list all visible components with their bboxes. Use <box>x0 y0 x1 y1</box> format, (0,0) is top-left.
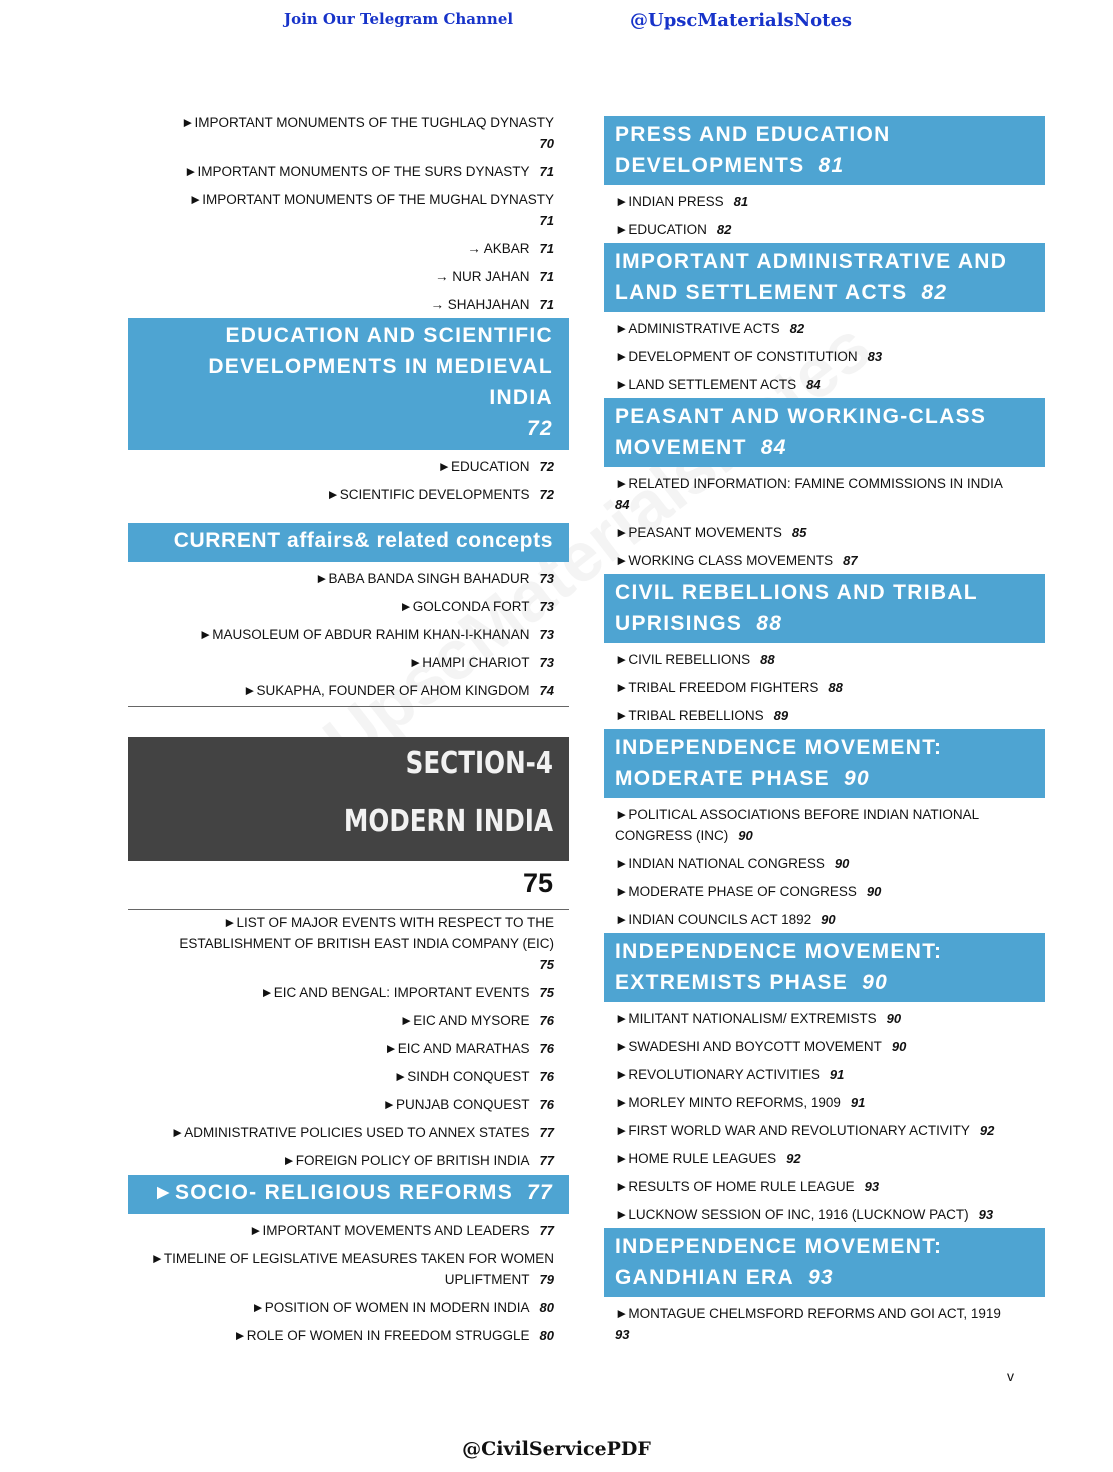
toc-right-column <box>604 115 1045 1352</box>
section-page: 75 <box>522 868 553 898</box>
toc-entry-text: ►FIRST WORLD WAR AND REVOLUTIONARY ACTIVITY <box>615 1123 970 1138</box>
toc-entry[interactable] <box>604 219 1045 240</box>
toc-entry-text: ►ADMINISTRATIVE POLICIES USED TO ANNEX STATES <box>170 1125 530 1140</box>
toc-entry[interactable] <box>128 1010 569 1031</box>
toc-entry[interactable] <box>604 909 1045 930</box>
toc-entry[interactable] <box>604 881 1045 902</box>
toc-entry-text: ►ROLE OF WOMEN IN FREEDOM STRUGGLE <box>233 1328 530 1343</box>
toc-entry-text: ►RELATED INFORMATION: FAMINE COMMISSIONS IN INDIA <box>615 476 1003 491</box>
toc-subentry[interactable] <box>128 238 569 259</box>
toc-entry-text: ►INDIAN COUNCILS ACT 1892 <box>615 912 812 927</box>
toc-entry-text: ►INDIAN PRESS <box>615 194 724 209</box>
toc-entry-text: ►MAUSOLEUM OF ABDUR RAHIM KHAN-I-KHANAN <box>198 627 530 642</box>
toc-entry-text: ►IMPORTANT MONUMENTS OF THE TUGHLAQ DYNASTY <box>181 115 554 130</box>
chapter-heading-title: PEASANT AND WORKING-CLASS MOVEMENT <box>615 405 987 459</box>
toc-entry[interactable] <box>604 191 1045 212</box>
chapter-heading-page: 77 <box>527 1181 553 1204</box>
chapter-heading-title: CIVIL REBELLIONS AND TRIBAL UPRISINGS <box>615 581 978 635</box>
chapter-heading-title: ►SOCIO- RELIGIOUS REFORMS <box>152 1181 514 1204</box>
toc-entry-page: 76 <box>539 1041 554 1056</box>
toc-entry-page: 93 <box>615 1327 630 1342</box>
chapter-heading-page: 90 <box>844 767 870 790</box>
chapter-heading-title: PRESS AND EDUCATION DEVELOPMENTS <box>615 123 891 177</box>
chapter-heading-socio-religious[interactable] <box>128 1175 569 1214</box>
toc-entry-text: ►TRIBAL REBELLIONS <box>615 708 764 723</box>
toc-entry-page: 77 <box>539 1223 554 1238</box>
chapter-heading-education-scientific[interactable] <box>128 318 569 450</box>
toc-entry-text: ►FOREIGN POLICY OF BRITISH INDIA <box>282 1153 530 1168</box>
toc-entry-page: 82 <box>789 321 805 336</box>
toc-entry-text: ►DEVELOPMENT OF CONSTITUTION <box>615 349 858 364</box>
toc-entry-page: 88 <box>760 652 775 667</box>
divider <box>128 909 569 910</box>
toc-entry[interactable] <box>128 1150 569 1171</box>
chapter-heading-title: INDEPENDENCE MOVEMENT: GANDHIAN ERA <box>615 1235 943 1289</box>
toc-entry[interactable] <box>128 112 569 154</box>
page-number: v <box>1007 1368 1014 1384</box>
toc-entry-page: 93 <box>978 1207 994 1222</box>
toc-entry-page: 90 <box>821 912 836 927</box>
toc-entry[interactable] <box>604 677 1045 698</box>
toc-entry[interactable] <box>128 624 569 645</box>
toc-entry-page: 87 <box>843 553 858 568</box>
toc-entry-text: ►MORLEY MINTO REFORMS, 1909 <box>615 1095 841 1110</box>
toc-entry[interactable] <box>128 1094 569 1115</box>
toc-entry-page: 82 <box>716 222 732 237</box>
toc-entry[interactable] <box>128 1122 569 1143</box>
toc-entry[interactable] <box>604 1092 1045 1113</box>
toc-entry-page: 90 <box>834 856 850 871</box>
toc-entry-text: ►SUKAPHA, FOUNDER OF AHOM KINGDOM <box>243 683 530 698</box>
toc-entry-text: ►LIST OF MAJOR EVENTS WITH RESPECT TO THE ESTABLISHMENT OF BRITISH EAST INDIA COMPANY (EIC) <box>179 915 554 951</box>
toc-entry[interactable] <box>604 1176 1045 1197</box>
channel-handle-header[interactable]: @UpscMaterialsNotes <box>630 10 853 31</box>
toc-entry[interactable] <box>604 649 1045 670</box>
toc-entry-page: 91 <box>850 1095 866 1110</box>
toc-entry-page: 76 <box>539 1097 554 1112</box>
chapter-heading-page: 90 <box>862 971 889 994</box>
toc-entry-text: ►EDUCATION <box>615 222 707 237</box>
section-number-label: SECTION-4 <box>405 746 553 781</box>
toc-entry[interactable] <box>604 853 1045 874</box>
toc-entry-page: 71 <box>539 213 554 228</box>
toc-entry-page: 75 <box>539 985 554 1000</box>
toc-entry-text: ►LUCKNOW SESSION OF INC, 1916 (LUCKNOW PACT) <box>615 1207 969 1222</box>
toc-entry-page: 80 <box>539 1300 554 1315</box>
footer-handle[interactable]: @CivilServicePDF <box>462 1438 651 1460</box>
toc-entry-text: ►REVOLUTIONARY ACTIVITIES <box>615 1067 820 1082</box>
toc-entry-page: 90 <box>738 828 753 843</box>
toc-entry[interactable] <box>128 161 569 182</box>
toc-entry-text: ►MONTAGUE CHELMSFORD REFORMS AND GOI ACT, 1919 <box>615 1306 1001 1321</box>
toc-entry-text: ►INDIAN NATIONAL CONGRESS <box>615 856 825 871</box>
toc-entry-text: ►POLITICAL ASSOCIATIONS BEFORE INDIAN NATIONAL CONGRESS (INC) <box>615 807 979 843</box>
toc-entry-text: ►HOME RULE LEAGUES <box>615 1151 777 1166</box>
toc-entry[interactable] <box>128 912 569 975</box>
toc-entry-page: 71 <box>539 164 554 179</box>
toc-entry-page: 81 <box>733 194 749 209</box>
chapter-heading-title: INDEPENDENCE MOVEMENT: EXTREMISTS PHASE <box>615 940 943 994</box>
chapter-heading-page: 88 <box>756 612 783 635</box>
toc-left-column <box>128 112 569 1353</box>
toc-entry[interactable] <box>604 346 1045 367</box>
chapter-heading-title: EDUCATION AND SCIENTIFIC DEVELOPMENTS IN MEDIEVAL INDIA <box>208 324 553 409</box>
toc-entry-page: 88 <box>828 680 843 695</box>
toc-entry[interactable] <box>128 189 569 231</box>
toc-entry-text: ►LAND SETTLEMENT ACTS <box>615 377 797 392</box>
toc-entry[interactable] <box>128 1066 569 1087</box>
toc-subentry[interactable] <box>128 294 569 315</box>
toc-entry-page: 89 <box>773 708 789 723</box>
toc-entry-page: 74 <box>539 683 554 698</box>
toc-entry-text: ►EIC AND MYSORE <box>399 1013 530 1028</box>
toc-entry[interactable] <box>604 522 1045 543</box>
chapter-heading-administrative-acts[interactable] <box>604 243 1045 312</box>
toc-entry[interactable] <box>604 1303 1045 1345</box>
toc-entry-text: ►RESULTS OF HOME RULE LEAGUE <box>615 1179 855 1194</box>
chapter-heading-page: 72 <box>527 417 553 440</box>
toc-entry[interactable] <box>604 1008 1045 1029</box>
toc-entry-text: ►SCIENTIFIC DEVELOPMENTS <box>326 487 530 502</box>
toc-entry-text: ►IMPORTANT MONUMENTS OF THE MUGHAL DYNASTY <box>188 192 554 207</box>
toc-entry-page: 71 <box>539 269 554 284</box>
telegram-channel-header[interactable]: Join Our Telegram Channel <box>284 10 514 28</box>
toc-entry[interactable] <box>128 1248 569 1290</box>
toc-entry-text: ►GOLCONDA FORT <box>399 599 530 614</box>
toc-entry-page: 83 <box>867 349 883 364</box>
toc-entry[interactable] <box>128 1220 569 1241</box>
toc-entry-page: 90 <box>886 1011 902 1026</box>
toc-entry[interactable] <box>128 596 569 617</box>
toc-entry-page: 93 <box>864 1179 880 1194</box>
toc-entry[interactable] <box>604 318 1045 339</box>
toc-entry-page: 73 <box>539 571 554 586</box>
toc-entry-text: ►HAMPI CHARIOT <box>408 655 530 670</box>
chapter-heading-extremists-phase[interactable] <box>604 933 1045 1002</box>
toc-entry-page: 76 <box>539 1013 554 1028</box>
toc-entry[interactable] <box>604 1148 1045 1169</box>
chapter-heading-moderate-phase[interactable] <box>604 729 1045 798</box>
chapter-heading-page: 81 <box>818 154 845 177</box>
toc-entry-text: → NUR JAHAN <box>435 269 530 284</box>
toc-entry[interactable] <box>128 652 569 673</box>
toc-entry[interactable] <box>604 550 1045 571</box>
toc-entry-page: 90 <box>891 1039 907 1054</box>
toc-entry-page: 73 <box>539 627 554 642</box>
toc-entry-page: 72 <box>539 459 554 474</box>
toc-entry[interactable] <box>128 982 569 1003</box>
toc-entry[interactable] <box>128 1297 569 1318</box>
chapter-heading-title: CURRENT affairs& related concepts <box>173 529 553 552</box>
toc-entry-text: → SHAHJAHAN <box>430 297 530 312</box>
toc-entry-text: ►BABA BANDA SINGH BAHADUR <box>315 571 530 586</box>
section-banner[interactable] <box>128 737 569 861</box>
toc-entry-text: ►EDUCATION <box>437 459 530 474</box>
toc-entry-text: ►EIC AND BENGAL: IMPORTANT EVENTS <box>260 985 530 1000</box>
toc-entry-text: → AKBAR <box>467 241 530 256</box>
chapter-heading-title: IMPORTANT ADMINISTRATIVE AND LAND SETTLEMENT ACTS <box>615 250 1008 304</box>
toc-entry-page: 77 <box>539 1153 554 1168</box>
toc-entry[interactable] <box>128 1038 569 1059</box>
toc-entry-page: 92 <box>979 1123 995 1138</box>
toc-entry[interactable] <box>128 484 569 505</box>
toc-entry[interactable] <box>128 568 569 589</box>
chapter-heading-title: INDEPENDENCE MOVEMENT: MODERATE PHASE <box>615 736 943 790</box>
toc-entry[interactable] <box>128 680 569 701</box>
toc-entry-page: 90 <box>866 884 882 899</box>
toc-entry-text: ►TIMELINE OF LEGISLATIVE MEASURES TAKEN FOR WOMEN UPLIFTMENT <box>150 1251 554 1287</box>
toc-entry-text: ►PEASANT MOVEMENTS <box>615 525 782 540</box>
toc-entry-text: ►TRIBAL FREEDOM FIGHTERS <box>615 680 819 695</box>
toc-entry-page: 77 <box>539 1125 554 1140</box>
toc-entry-text: ►IMPORTANT MONUMENTS OF THE SURS DYNASTY <box>184 164 530 179</box>
toc-entry[interactable] <box>604 1120 1045 1141</box>
toc-entry-page: 70 <box>539 136 554 151</box>
toc-entry-text: ►WORKING CLASS MOVEMENTS <box>615 553 834 568</box>
chapter-heading-current-affairs[interactable] <box>128 523 569 562</box>
toc-entry-text: ►PUNJAB CONQUEST <box>382 1097 530 1112</box>
toc-entry[interactable] <box>604 374 1045 395</box>
toc-entry-page: 85 <box>791 525 807 540</box>
chapter-heading-page: 93 <box>807 1266 834 1289</box>
toc-entry-text: ►SINDH CONQUEST <box>393 1069 530 1084</box>
chapter-heading-press-education[interactable] <box>604 116 1045 185</box>
toc-entry-page: 72 <box>539 487 554 502</box>
toc-subentry[interactable] <box>128 266 569 287</box>
section-title: MODERN INDIA <box>343 804 553 839</box>
toc-entry-text: ►MODERATE PHASE OF CONGRESS <box>615 884 857 899</box>
chapter-heading-page: 82 <box>921 281 948 304</box>
chapter-heading-gandhian-era[interactable] <box>604 1228 1045 1297</box>
chapter-heading-peasant-working-class[interactable] <box>604 398 1045 467</box>
toc-entry[interactable] <box>128 456 569 477</box>
toc-entry-page: 80 <box>539 1328 554 1343</box>
toc-entry-page: 73 <box>539 599 554 614</box>
toc-entry[interactable] <box>604 1064 1045 1085</box>
toc-entry-page: 73 <box>539 655 554 670</box>
toc-entry-text: ►IMPORTANT MOVEMENTS AND LEADERS <box>249 1223 530 1238</box>
toc-entry-page: 71 <box>539 297 554 312</box>
toc-entry-text: ►EIC AND MARATHAS <box>384 1041 530 1056</box>
toc-entry-text: ►POSITION OF WOMEN IN MODERN INDIA <box>251 1300 530 1315</box>
toc-entry-text: ►MILITANT NATIONALISM/ EXTREMISTS <box>615 1011 877 1026</box>
toc-entry-page: 76 <box>539 1069 554 1084</box>
toc-entry-text: ►CIVIL REBELLIONS <box>615 652 751 667</box>
divider <box>128 706 569 707</box>
chapter-heading-page: 84 <box>760 436 787 459</box>
toc-entry-page: 84 <box>615 497 630 512</box>
toc-entry-page: 79 <box>539 1272 554 1287</box>
toc-entry[interactable] <box>604 804 1045 846</box>
toc-entry[interactable] <box>128 1325 569 1346</box>
toc-entry[interactable] <box>604 473 1045 515</box>
toc-entry-page: 71 <box>539 241 554 256</box>
toc-entry-page: 84 <box>806 377 821 392</box>
toc-entry-text: ►SWADESHI AND BOYCOTT MOVEMENT <box>615 1039 882 1054</box>
toc-entry-page: 92 <box>786 1151 801 1166</box>
toc-entry-page: 75 <box>539 957 554 972</box>
toc-entry[interactable] <box>604 705 1045 726</box>
chapter-heading-civil-rebellions[interactable] <box>604 574 1045 643</box>
toc-entry-page: 91 <box>829 1067 845 1082</box>
toc-entry-text: ►ADMINISTRATIVE ACTS <box>615 321 780 336</box>
toc-entry[interactable] <box>604 1204 1045 1225</box>
toc-entry[interactable] <box>604 1036 1045 1057</box>
